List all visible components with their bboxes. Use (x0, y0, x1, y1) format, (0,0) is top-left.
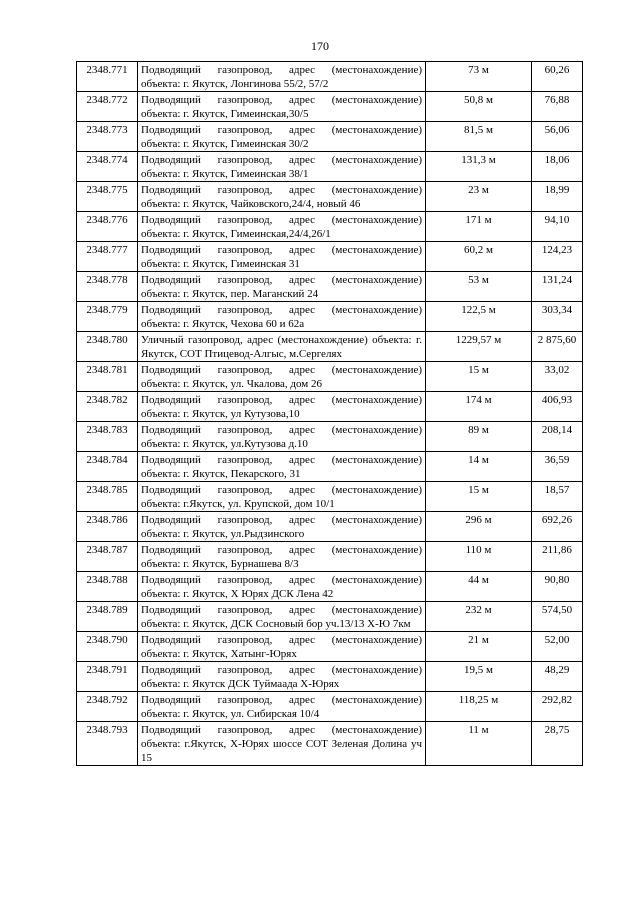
length-cell: 296 м (426, 512, 532, 542)
table-row (77, 512, 583, 542)
cost-cell: 292,82 (532, 692, 583, 722)
row-number-cell: 2348.784 (77, 452, 138, 482)
object-name-cell: Подводящий газопровод, адрес (местонахождение) объекта: г. Якутск, ул.Кутузова д.10 (138, 422, 426, 452)
length-cell: 50,8 м (426, 92, 532, 122)
object-name-cell: Подводящий газопровод, адрес (местонахождение) объекта: г. Якутск, Гимеинская,24/4,26/1 (138, 212, 426, 242)
object-name-cell: Подводящий газопровод, адрес (местонахождение) объекта: г. Якутск, ДСК Сосновый бор уч.13/13 Х-Ю 7км (138, 602, 426, 632)
length-cell: 44 м (426, 572, 532, 602)
object-name-cell: Подводящий газопровод, адрес (местонахождение) объекта: г. Якутск, Гимеинская,30/5 (138, 92, 426, 122)
length-cell: 60,2 м (426, 242, 532, 272)
object-name-cell: Подводящий газопровод, адрес (местонахождение) объекта: г. Якутск, Гимеинская 38/1 (138, 152, 426, 182)
table-row (77, 242, 583, 272)
object-name-cell: Подводящий газопровод, адрес (местонахождение) объекта: г. Якутск, ул Кутузова,10 (138, 392, 426, 422)
row-number-cell: 2348.785 (77, 482, 138, 512)
table-row (77, 272, 583, 302)
object-name-cell: Подводящий газопровод, адрес (местонахождение) объекта: г. Якутск, Чехова 60 и 62а (138, 302, 426, 332)
length-cell: 1229,57 м (426, 332, 532, 362)
table-row (77, 632, 583, 662)
row-number-cell: 2348.778 (77, 272, 138, 302)
cost-cell: 211,86 (532, 542, 583, 572)
row-number-cell: 2348.771 (77, 62, 138, 92)
object-name-cell: Подводящий газопровод, адрес (местонахождение) объекта: г.Якутск, Х-Юрях шоссе СОТ Зеленая Долина уч 15 (138, 722, 426, 766)
row-number-cell: 2348.779 (77, 302, 138, 332)
length-cell: 174 м (426, 392, 532, 422)
table-row (77, 212, 583, 242)
table-row (77, 602, 583, 632)
table-row (77, 392, 583, 422)
object-name-cell: Подводящий газопровод, адрес (местонахождение) объекта: г. Якутск, Х Юрях ДСК Лена 42 (138, 572, 426, 602)
length-cell: 53 м (426, 272, 532, 302)
table-row (77, 152, 583, 182)
row-number-cell: 2348.773 (77, 122, 138, 152)
table-row (77, 62, 583, 92)
length-cell: 131,3 м (426, 152, 532, 182)
row-number-cell: 2348.775 (77, 182, 138, 212)
cost-cell: 18,99 (532, 182, 583, 212)
row-number-cell: 2348.789 (77, 602, 138, 632)
length-cell: 171 м (426, 212, 532, 242)
cost-cell: 36,59 (532, 452, 583, 482)
table-row (77, 122, 583, 152)
cost-cell: 124,23 (532, 242, 583, 272)
table-row (77, 422, 583, 452)
row-number-cell: 2348.788 (77, 572, 138, 602)
object-name-cell: Подводящий газопровод, адрес (местонахождение) объекта: г. Якутск, ул. Чкалова, дом 26 (138, 362, 426, 392)
cost-cell: 90,80 (532, 572, 583, 602)
length-cell: 118,25 м (426, 692, 532, 722)
cost-cell: 76,88 (532, 92, 583, 122)
object-name-cell: Подводящий газопровод, адрес (местонахождение) объекта: г. Якутск, Лонгинова 55/2, 57/2 (138, 62, 426, 92)
row-number-cell: 2348.782 (77, 392, 138, 422)
length-cell: 89 м (426, 422, 532, 452)
cost-cell: 18,06 (532, 152, 583, 182)
row-number-cell: 2348.790 (77, 632, 138, 662)
cost-cell: 18,57 (532, 482, 583, 512)
row-number-cell: 2348.781 (77, 362, 138, 392)
cost-cell: 28,75 (532, 722, 583, 766)
table-row (77, 482, 583, 512)
length-cell: 81,5 м (426, 122, 532, 152)
table-row (77, 662, 583, 692)
table-row (77, 692, 583, 722)
object-name-cell: Подводящий газопровод, адрес (местонахождение) объекта: г. Якутск, Бурнашева 8/3 (138, 542, 426, 572)
table-row (77, 722, 583, 766)
row-number-cell: 2348.776 (77, 212, 138, 242)
object-name-cell: Подводящий газопровод, адрес (местонахождение) объекта: г. Якутск, ул.Рыдзинского (138, 512, 426, 542)
row-number-cell: 2348.774 (77, 152, 138, 182)
length-cell: 19,5 м (426, 662, 532, 692)
object-name-cell: Уличный газопровод, адрес (местонахождение) объекта: г. Якутск, СОТ Птицевод-Алгыс, м.Сергелях (138, 332, 426, 362)
object-name-cell: Подводящий газопровод, адрес (местонахождение) объекта: г. Якутск ДСК Туймаада Х-Юрях (138, 662, 426, 692)
row-number-cell: 2348.786 (77, 512, 138, 542)
cost-cell: 60,26 (532, 62, 583, 92)
table-row (77, 362, 583, 392)
cost-cell: 131,24 (532, 272, 583, 302)
table-row (77, 92, 583, 122)
registry-table-body (77, 62, 583, 766)
row-number-cell: 2348.787 (77, 542, 138, 572)
table-row (77, 182, 583, 212)
length-cell: 15 м (426, 362, 532, 392)
row-number-cell: 2348.780 (77, 332, 138, 362)
object-name-cell: Подводящий газопровод, адрес (местонахождение) объекта: г. Якутск, ул. Сибирская 10/4 (138, 692, 426, 722)
cost-cell: 52,00 (532, 632, 583, 662)
cost-cell: 56,06 (532, 122, 583, 152)
object-name-cell: Подводящий газопровод, адрес (местонахождение) объекта: г.Якутск, ул. Крупской, дом 10/1 (138, 482, 426, 512)
object-name-cell: Подводящий газопровод, адрес (местонахождение) объекта: г. Якутск, Пекарского, 31 (138, 452, 426, 482)
registry-table (76, 61, 583, 766)
row-number-cell: 2348.792 (77, 692, 138, 722)
cost-cell: 48,29 (532, 662, 583, 692)
row-number-cell: 2348.791 (77, 662, 138, 692)
table-row (77, 302, 583, 332)
length-cell: 11 м (426, 722, 532, 766)
table-row (77, 332, 583, 362)
cost-cell: 94,10 (532, 212, 583, 242)
cost-cell: 208,14 (532, 422, 583, 452)
cost-cell: 303,34 (532, 302, 583, 332)
cost-cell: 2 875,60 (532, 332, 583, 362)
table-row (77, 452, 583, 482)
cost-cell: 692,26 (532, 512, 583, 542)
row-number-cell: 2348.772 (77, 92, 138, 122)
length-cell: 73 м (426, 62, 532, 92)
length-cell: 232 м (426, 602, 532, 632)
row-number-cell: 2348.783 (77, 422, 138, 452)
cost-cell: 33,02 (532, 362, 583, 392)
object-name-cell: Подводящий газопровод, адрес (местонахождение) объекта: г. Якутск, пер. Маганский 24 (138, 272, 426, 302)
cost-cell: 406,93 (532, 392, 583, 422)
length-cell: 122,5 м (426, 302, 532, 332)
length-cell: 23 м (426, 182, 532, 212)
row-number-cell: 2348.777 (77, 242, 138, 272)
row-number-cell: 2348.793 (77, 722, 138, 766)
object-name-cell: Подводящий газопровод, адрес (местонахождение) объекта: г. Якутск, Гимеинская 30/2 (138, 122, 426, 152)
cost-cell: 574,50 (532, 602, 583, 632)
object-name-cell: Подводящий газопровод, адрес (местонахождение) объекта: г. Якутск, Чайковского,24/4, новый 46 (138, 182, 426, 212)
length-cell: 15 м (426, 482, 532, 512)
length-cell: 110 м (426, 542, 532, 572)
table-row (77, 542, 583, 572)
page-number: 170 (311, 39, 329, 53)
table-row (77, 572, 583, 602)
object-name-cell: Подводящий газопровод, адрес (местонахождение) объекта: г. Якутск, Гимеинская 31 (138, 242, 426, 272)
length-cell: 14 м (426, 452, 532, 482)
length-cell: 21 м (426, 632, 532, 662)
object-name-cell: Подводящий газопровод, адрес (местонахождение) объекта: г. Якутск, Хатынг-Юрях (138, 632, 426, 662)
